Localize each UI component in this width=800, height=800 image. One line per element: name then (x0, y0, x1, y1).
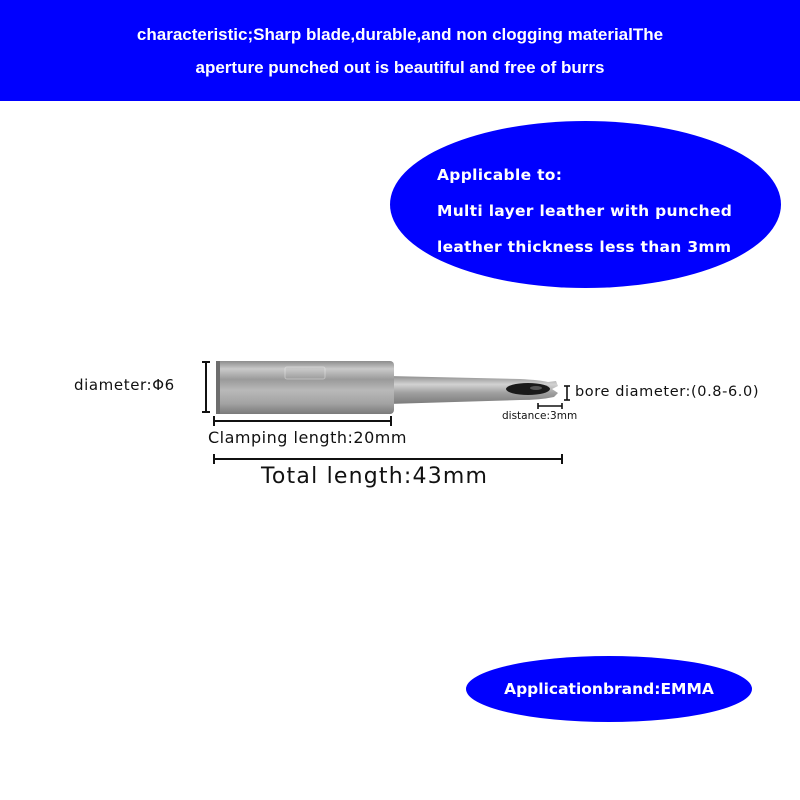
total-length-marker (214, 454, 562, 464)
brand-pill (466, 656, 752, 722)
brand-label: Applicationbrand:EMMA (504, 680, 714, 698)
diameter-label: diameter:Φ6 (74, 376, 175, 394)
tool-body (216, 361, 394, 414)
applicable-line-1: Multi layer leather with punched (437, 202, 733, 220)
bore-diameter-marker (564, 386, 570, 400)
clamping-length-label: Clamping length:20mm (208, 428, 407, 447)
banner-line-2: aperture punched out is beautiful and free of burrs (195, 57, 605, 77)
total-length-label: Total length:43mm (261, 464, 489, 489)
banner-line-1: characteristic;Sharp blade,durable,and non clogging materialThe (136, 24, 664, 44)
distance-marker (538, 403, 562, 409)
bore-diameter-label: bore diameter:(0.8-6.0) (575, 384, 760, 400)
distance-label: distance:3mm (502, 410, 578, 422)
diameter-marker (202, 362, 210, 412)
tool-slot (506, 383, 550, 395)
applicable-line-2: leather thickness less than 3mm (437, 238, 732, 256)
applicable-heading: Applicable to: (437, 166, 563, 184)
clamping-length-marker (214, 416, 391, 426)
